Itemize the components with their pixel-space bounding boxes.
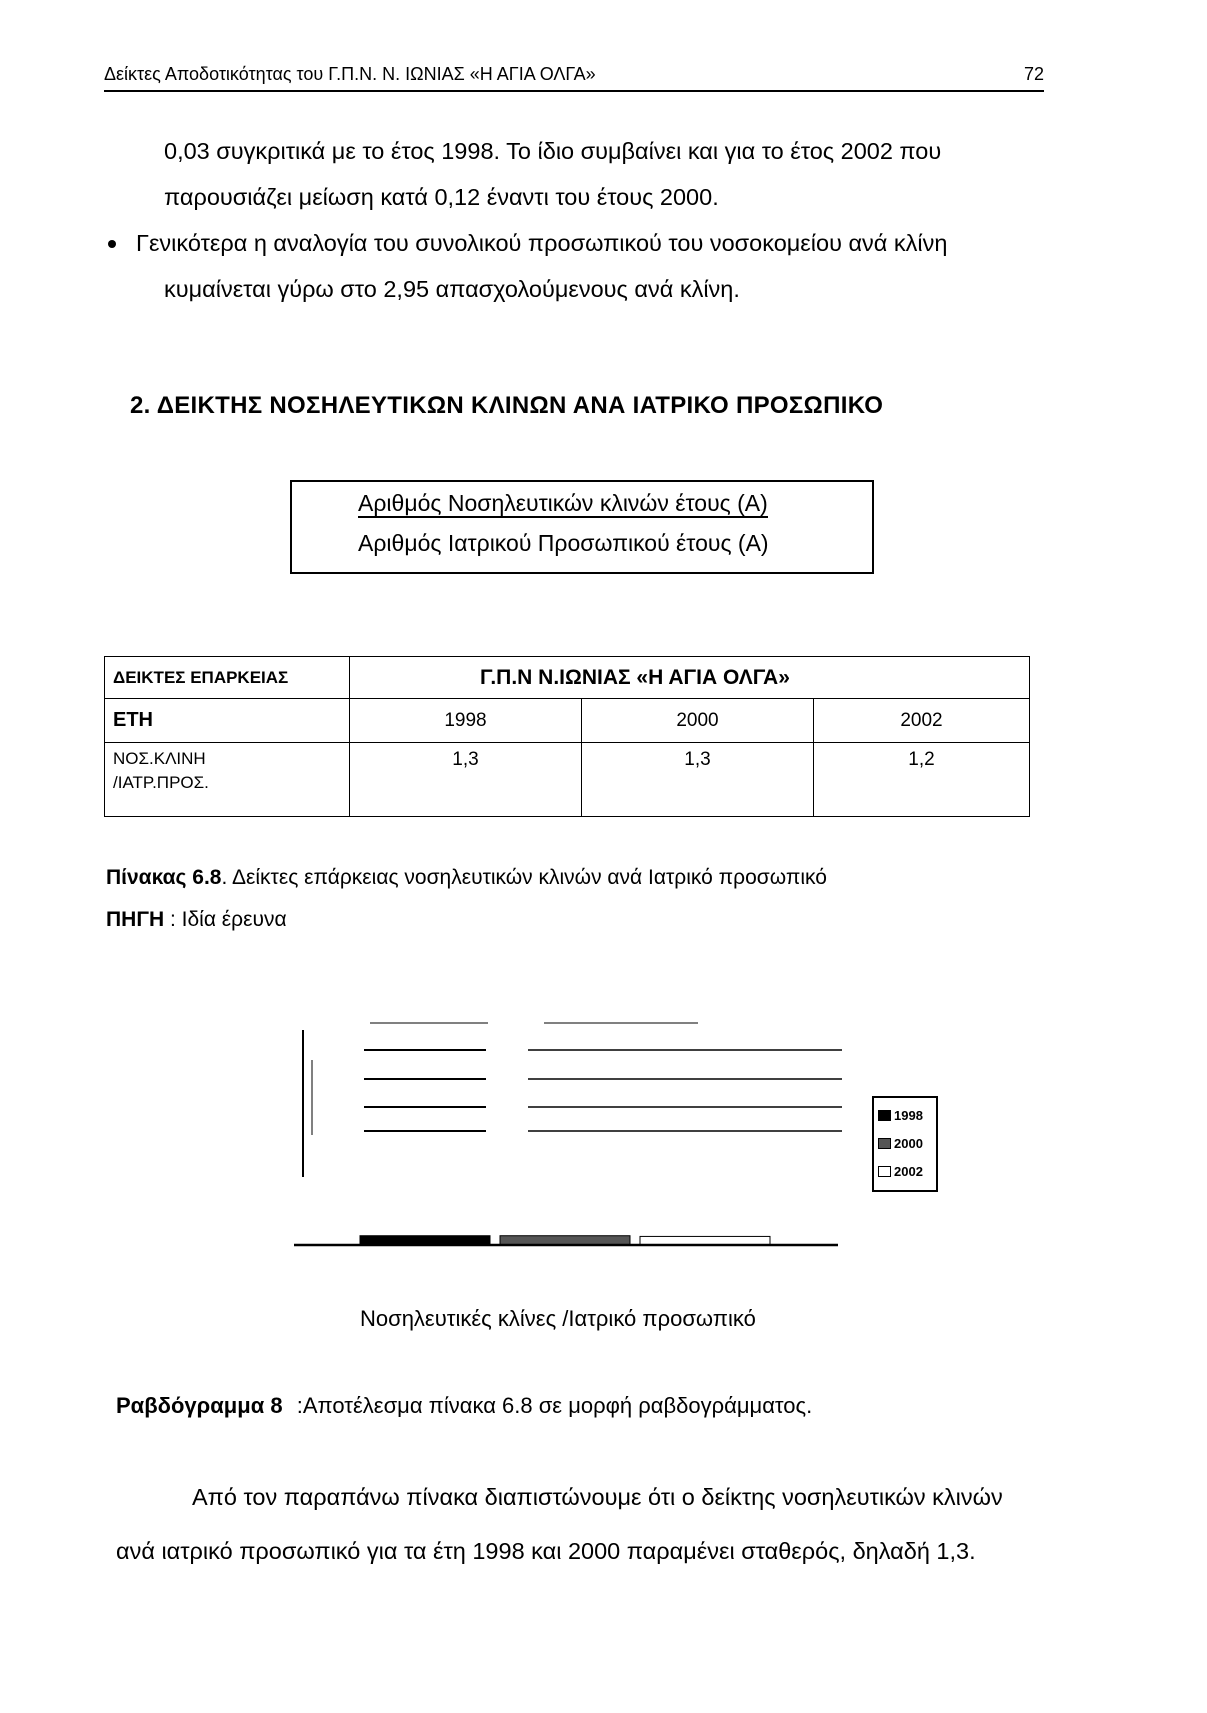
- table-years-label: ΕΤΗ: [105, 699, 350, 743]
- table-caption-label: Πίνακας 6.8: [106, 866, 222, 889]
- intro-line-1: 0,03 συγκριτικά με το έτος 1998. Το ίδιο συμβαίνει και για το έτος 2002 που: [164, 138, 942, 164]
- bar-2002: [640, 1236, 770, 1245]
- chart-caption: [116, 1393, 812, 1419]
- intro-line-2: παρουσιάζει μείωση κατά 0,12 έναντι του έτους 2000.: [164, 184, 719, 210]
- table-year-2000: 2000: [582, 699, 814, 743]
- bar-1998: [360, 1236, 490, 1245]
- chart-caption-text: :Αποτέλεσμα πίνακα 6.8 σε μορφή ραβδογράμματος.: [296, 1393, 813, 1418]
- chart-legend: [872, 1096, 938, 1192]
- efficiency-table: [104, 656, 1030, 817]
- page-number: 72: [1023, 64, 1044, 84]
- table-value-1998: 1,3: [350, 743, 582, 817]
- legend-item-1998: [878, 1106, 923, 1126]
- formula-numerator: Αριθμός Νοσηλευτικών κλινών έτους (Α): [358, 490, 768, 516]
- table-col0-header: ΔΕΙΚΤΕΣ ΕΠΑΡΚΕΙΑΣ: [105, 657, 350, 699]
- table-caption: [106, 866, 827, 890]
- intro-paragraph: [164, 128, 1044, 220]
- table-source: [106, 908, 287, 932]
- table-source-label: ΠΗΓΗ: [106, 908, 165, 931]
- table-row-label-2: /ΙΑΤΡ.ΠΡΟΣ.: [113, 773, 209, 792]
- formula-box: [290, 480, 874, 574]
- header-title: Δείκτες Αποδοτικότητας του Γ.Π.Ν. Ν. ΙΩΝΙΑΣ «Η ΑΓΙΑ ΟΛΓΑ»: [104, 64, 596, 84]
- bullet-line-2: κυμαίνεται γύρω στο 2,95 απασχολούμενους ανά κλίνη.: [164, 276, 740, 302]
- conclusion-line-2: ανά ιατρικό προσωπικό για τα έτη 1998 και 2000 παραμένει σταθερός, δηλαδή 1,3.: [116, 1538, 976, 1564]
- table-value-2002: 1,2: [814, 743, 1030, 817]
- table-value-2000: 1,3: [582, 743, 814, 817]
- bar-2000: [500, 1236, 630, 1245]
- conclusion-paragraph: [116, 1470, 1076, 1578]
- chart-xlabel: Νοσηλευτικές κλίνες /Ιατρικό προσωπικό: [360, 1306, 756, 1331]
- page-header: [104, 64, 1044, 92]
- table-row-label-1: ΝΟΣ.ΚΛΙΝΗ: [113, 749, 206, 768]
- table-caption-text: . Δείκτες επάρκειας νοσηλευτικών κλινών ανά Ιατρικό προσωπικό: [221, 866, 827, 889]
- legend-swatch-2002: [878, 1166, 891, 1177]
- legend-item-2000: [878, 1134, 923, 1154]
- legend-item-2002: [878, 1162, 923, 1182]
- bullet-line-1: Γενικότερα η αναλογία του συνολικού προσωπικού του νοσοκομείου ανά κλίνη: [136, 230, 948, 256]
- chart-gridlines: [364, 1023, 842, 1131]
- table-hospital-header: Γ.Π.Ν Ν.ΙΩΝΙΑΣ «Η ΑΓΙΑ ΟΛΓΑ»: [350, 657, 1030, 699]
- conclusion-line-1: Από τον παραπάνω πίνακα διαπιστώνουμε ότι ο δείκτης νοσηλευτικών κλινών: [192, 1484, 1003, 1510]
- legend-label-2002: 2002: [894, 1164, 923, 1179]
- legend-label-2000: 2000: [894, 1136, 923, 1151]
- table-year-2002: 2002: [814, 699, 1030, 743]
- table-source-text: : Ιδία έρευνα: [169, 908, 287, 931]
- bar-chart: [290, 1015, 870, 1275]
- formula-denominator: Αριθμός Ιατρικού Προσωπικού έτους (Α): [358, 530, 769, 556]
- table-year-1998: 1998: [350, 699, 582, 743]
- legend-swatch-1998: [878, 1110, 891, 1121]
- bullet-paragraph: [108, 220, 1048, 312]
- section-heading: 2. ΔΕΙΚΤΗΣ ΝΟΣΗΛΕΥΤΙΚΩΝ ΚΛΙΝΩΝ ΑΝΑ ΙΑΤΡΙΚΟ ΠΡΟΣΩΠΙΚΟ: [130, 392, 884, 419]
- table-row-label: [105, 743, 350, 817]
- chart-caption-label: Ραβδόγραμμα 8: [116, 1393, 283, 1418]
- bullet-icon: [108, 240, 116, 248]
- legend-swatch-2000: [878, 1138, 891, 1149]
- legend-label-1998: 1998: [894, 1108, 923, 1123]
